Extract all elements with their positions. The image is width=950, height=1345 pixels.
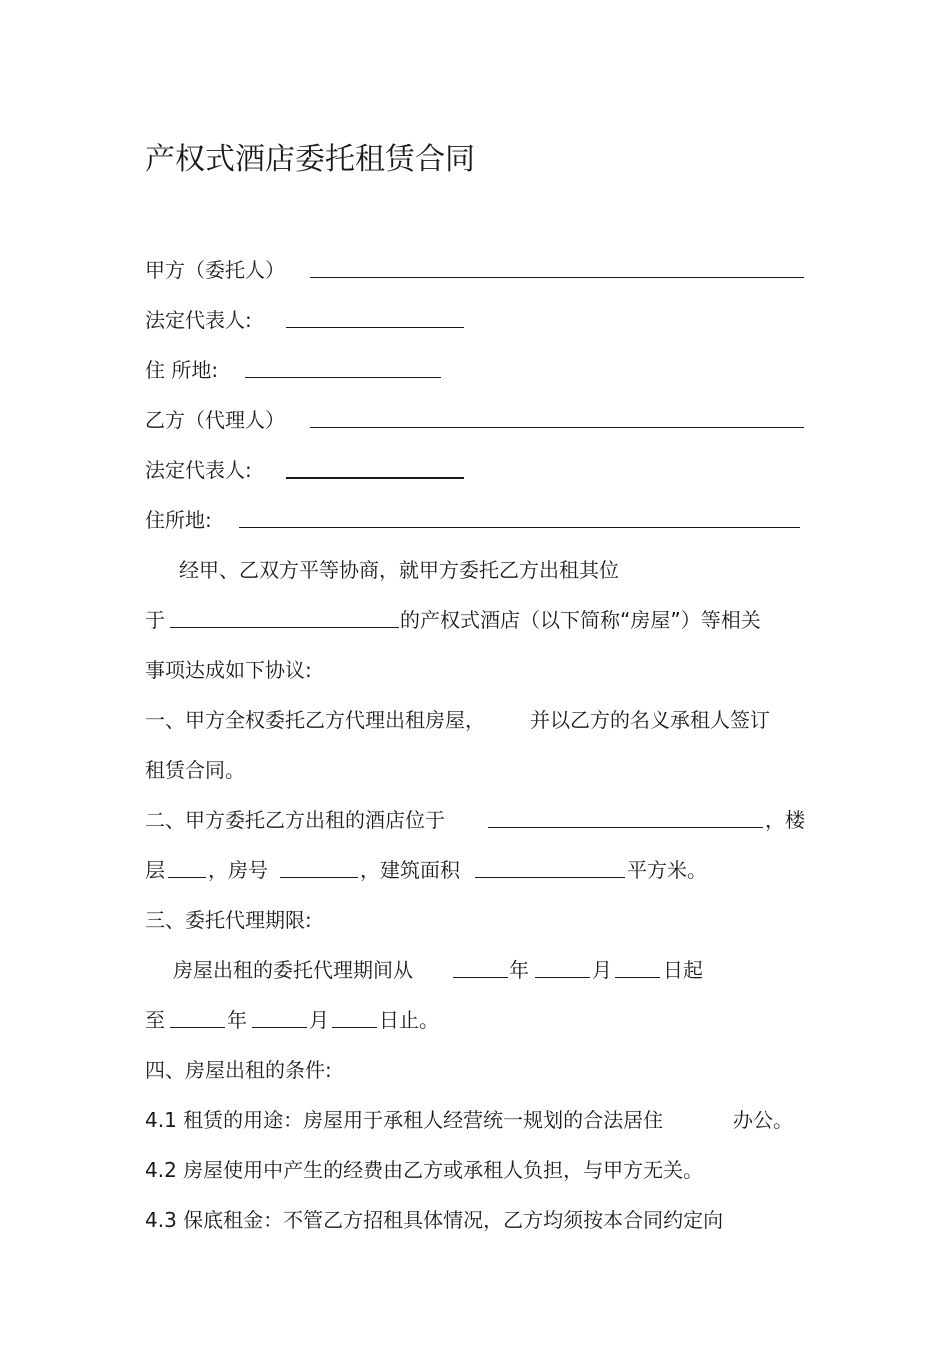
party-b-address-blank[interactable] [239,506,800,528]
party-a-rep-blank[interactable] [286,306,464,328]
party-b-name-blank[interactable] [310,406,804,428]
party-a-name-blank[interactable] [310,256,804,278]
clause4-item2-text: 4.2 房屋使用中产生的经费由乙方或承租人负担，与甲方无关。 [145,1158,704,1182]
period-to-label: 至 [145,1008,165,1032]
period-from-label: 房屋出租的委托代理期间从 [173,958,413,982]
hotel-address-blank[interactable] [488,806,763,828]
party-b-address-label: 住所地: [145,508,212,532]
room-number-blank[interactable] [280,856,358,878]
clause1-text-2: 租赁合同。 [145,758,245,782]
from-month-blank[interactable] [535,956,590,978]
area-blank[interactable] [475,856,625,878]
preamble-suffix: 的产权式酒店（以下简称“房屋”）等相关 [400,608,761,632]
to-year-blank[interactable] [170,1006,225,1028]
to-day-blank[interactable] [332,1006,377,1028]
from-month-label: 月 [592,958,612,982]
party-b-label: 乙方（代理人） [145,408,285,432]
party-a-address-label: 住 所地: [145,358,219,382]
clause2-suffix: ，楼 [765,808,805,832]
area-unit: 平方米。 [627,858,707,882]
clause2-prefix: 二、甲方委托乙方出租的酒店位于 [145,808,445,832]
clause3-heading: 三、委托代理期限: [145,908,312,932]
area-label: ，建筑面积 [360,858,460,882]
clause4-heading: 四、房屋出租的条件: [145,1058,332,1082]
party-b-rep-label: 法定代表人: [145,458,252,482]
party-a-label: 甲方（委托人） [145,258,285,282]
party-b-rep-blank[interactable] [286,456,464,479]
clause4-item3-text: 4.3 保底租金：不管乙方招租具体情况，乙方均须按本合同约定向 [145,1208,724,1232]
hotel-location-blank[interactable] [170,606,399,628]
clause4-item1-end: 办公。 [733,1108,793,1132]
preamble-prefix: 于 [145,608,165,632]
room-label: ，房号 [208,858,268,882]
floor-blank[interactable] [168,856,206,878]
party-a-address-blank[interactable] [245,356,441,378]
to-day-label: 日止。 [379,1008,439,1032]
to-year-label: 年 [227,1008,247,1032]
page-title: 产权式酒店委托租赁合同 [145,142,475,177]
to-month-blank[interactable] [252,1006,307,1028]
preamble-text-1: 经甲、乙双方平等协商，就甲方委托乙方出租其位 [179,558,619,582]
from-year-blank[interactable] [453,956,508,978]
floor-label: 层 [145,858,165,882]
from-day-blank[interactable] [615,956,660,978]
from-year-label: 年 [509,958,529,982]
to-month-label: 月 [309,1008,329,1032]
clause1-text-1b: 并以乙方的名义承租人签订 [530,708,770,732]
party-a-rep-label: 法定代表人: [145,308,252,332]
from-day-label: 日起 [663,958,703,982]
clause1-text-1a: 一、甲方全权委托乙方代理出租房屋， [145,708,485,732]
preamble-text-3: 事项达成如下协议: [145,658,312,682]
clause4-item1-text: 4.1 租赁的用途：房屋用于承租人经营统一规划的合法居住 [145,1108,664,1132]
